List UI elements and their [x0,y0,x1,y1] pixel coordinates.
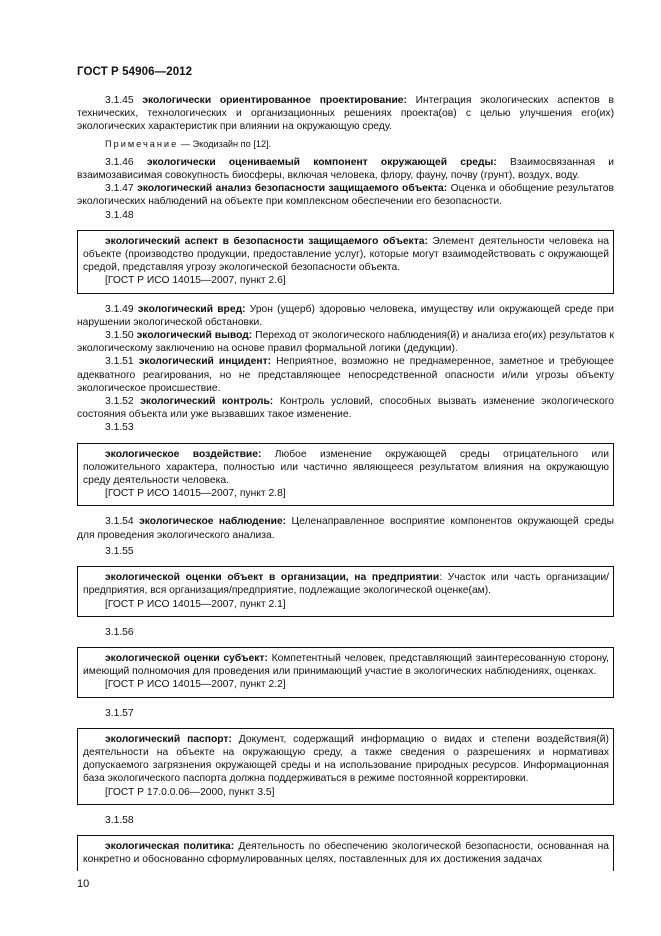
entry-3-1-47 [77,182,614,208]
entry-3-1-49 [77,303,614,329]
entry-term: экологический паспорт: [105,733,232,745]
entry-number: 3.1.52 [105,396,134,408]
entry-definition: Любое изменение окружающей среды отрицательного или положительного характера, полностью или частично являющееся результатом влияния на окружающую среду деятельности человека. [83,448,610,487]
definition-box-3-1-57 [77,728,614,805]
entry-definition: Документ, содержащий информацию о видах и степени воздействия(й) деятельности на объекте на окружающую среду, а также сведения о разрешениях и нормативах допускаемого загрязнения окружающей среды и на использование природных ресурсов. Информационная база экологического паспорта должна поддерживаться в режиме постоянной корректировки. [83,733,609,785]
entry-term: экологическое воздействие: [105,448,262,460]
entry-term: экологической оценки объект в организации, на предприятии [105,572,440,584]
entry-definition: Урон (ущерб) здоровью человека, имуществу или окружающей среде при нарушении экологической обстановки. [77,303,614,328]
source-reference: [ГОСТ Р 17.0.0.06—2000, пункт 3.5] [105,786,275,798]
entry-number: 3.1.51 [105,356,134,368]
entry-definition: Деятельность по обеспечению экологической безопасности, основанная на конкретно и обоснованно сформулированных целях, поставленных для их достижения задачах [83,840,609,866]
entry-number: 3.1.50 [105,330,134,342]
boxed-definition [83,733,609,786]
entry-number: 3.1.47 [105,183,134,195]
boxed-definition [83,571,609,597]
source-reference: [ГОСТ Р ИСО 14015—2007, пункт 2.8] [105,488,286,500]
page-number: 10 [77,878,90,890]
entry-3-1-52 [77,395,614,421]
entry-term: экологическое наблюдение: [139,516,287,528]
entry-number-3-1-48: 3.1.48 [105,209,134,221]
entry-term: экологический анализ безопасности защищаемого объекта: [137,183,448,195]
entry-term: экологический инцидент: [138,356,272,368]
document-body [77,94,614,871]
entry-number-3-1-56: 3.1.56 [105,626,134,638]
entry-number: 3.1.46 [105,156,134,168]
entry-definition: Элемент деятельности человека на объекте (производство продукции, предоставление услуг), которые могут взаимодействовать с окружающей средой, представляя угрозу экологической безопасности объекта. [83,235,609,274]
entry-term: экологический аспект в безопасности защищаемого объекта: [105,235,428,247]
entry-number: 3.1.49 [105,303,134,315]
note-text: — Экодизайн по [12]. [178,138,272,149]
definition-box-3-1-55 [77,566,614,617]
entry-definition: Взаимосвязанная и взаимозависимая совокупность биосферы, включая человека, флору, фауну, почву (грунт), воздух, воду. [77,156,614,182]
document-header: ГОСТ Р 54906—2012 [77,66,193,78]
boxed-definition [83,235,609,275]
entry-number-3-1-58: 3.1.58 [105,814,134,826]
entry-number-3-1-55: 3.1.55 [105,545,134,557]
entry-number: 3.1.45 [105,95,134,106]
entry-3-1-54 [77,515,614,541]
entry-definition: Неприятное, возможно не преднамеренное, заметное и требующее адекватного реагирования, но не представляющее непосредственной опасности и/или угрозы объекту экологическое происшествие. [77,356,614,394]
entry-3-1-50 [77,329,614,355]
entry-definition: Интеграция экологических аспектов в технических, технологических и организационных решениях проекта(ов) с целью улучшения его(их) экологических характеристик при влиянии на окружающую среду. [77,95,614,133]
entry-number: 3.1.54 [105,516,134,528]
entry-term: экологическая политика: [105,840,235,852]
note-label: Примечание [105,138,179,149]
boxed-definition [83,448,609,488]
entry-definition: Целенаправленное восприятие компонентов окружающей среды для проведения экологического анализа. [77,516,614,541]
entry-number-3-1-57: 3.1.57 [105,707,134,719]
entry-definition: Оценка и обобщение результатов экологических наблюдений на объекте при комплексном обеспечении его безопасности. [77,183,614,208]
note [77,138,614,151]
definition-box-3-1-58 [77,835,614,871]
entry-3-1-51 [77,355,614,395]
entry-term: экологической оценки субъект: [105,652,268,664]
entry-term: экологический контроль: [140,396,274,408]
entry-number-3-1-53: 3.1.53 [105,422,134,434]
source-reference: [ГОСТ Р ИСО 14015—2007, пункт 2.1] [105,598,286,610]
boxed-definition [83,652,609,678]
entry-term: экологически ориентированное проектирование: [142,95,407,106]
entry-definition: Компетентный человек, представляющий заинтересованную сторону, имеющий полномочия для проведения или принимающий участие в экологических наблюдениях, оценках. [83,652,609,678]
entry-3-1-46 [77,156,614,182]
boxed-definition [83,840,609,866]
definition-box-3-1-48 [77,230,614,294]
entry-term: экологически оцениваемый компонент окружающей среды: [146,156,497,168]
entry-term: экологический вред: [137,303,246,315]
entry-3-1-45 [77,94,614,134]
entry-term: экологический вывод: [136,330,253,342]
source-reference: [ГОСТ Р ИСО 14015—2007, пункт 2.2] [105,679,286,691]
definition-box-3-1-56 [77,647,614,698]
definition-box-3-1-53 [77,443,614,507]
entry-definition: Контроль условий, способных вызвать изменение экологического состояния объекта или уже вызвавших такое изменение. [77,396,614,421]
entry-definition: : Участок или часть организации/предприятия, вся организация/предприятие, подлежащие экологической оценке(ам). [83,572,609,597]
entry-definition: Переход от экологического наблюдения(й) и анализа его(их) результатов к экологическому заключению на основе правил формальной логики (дедукции). [77,330,614,355]
source-reference: [ГОСТ Р ИСО 14015—2007, пункт 2.6] [105,275,286,287]
